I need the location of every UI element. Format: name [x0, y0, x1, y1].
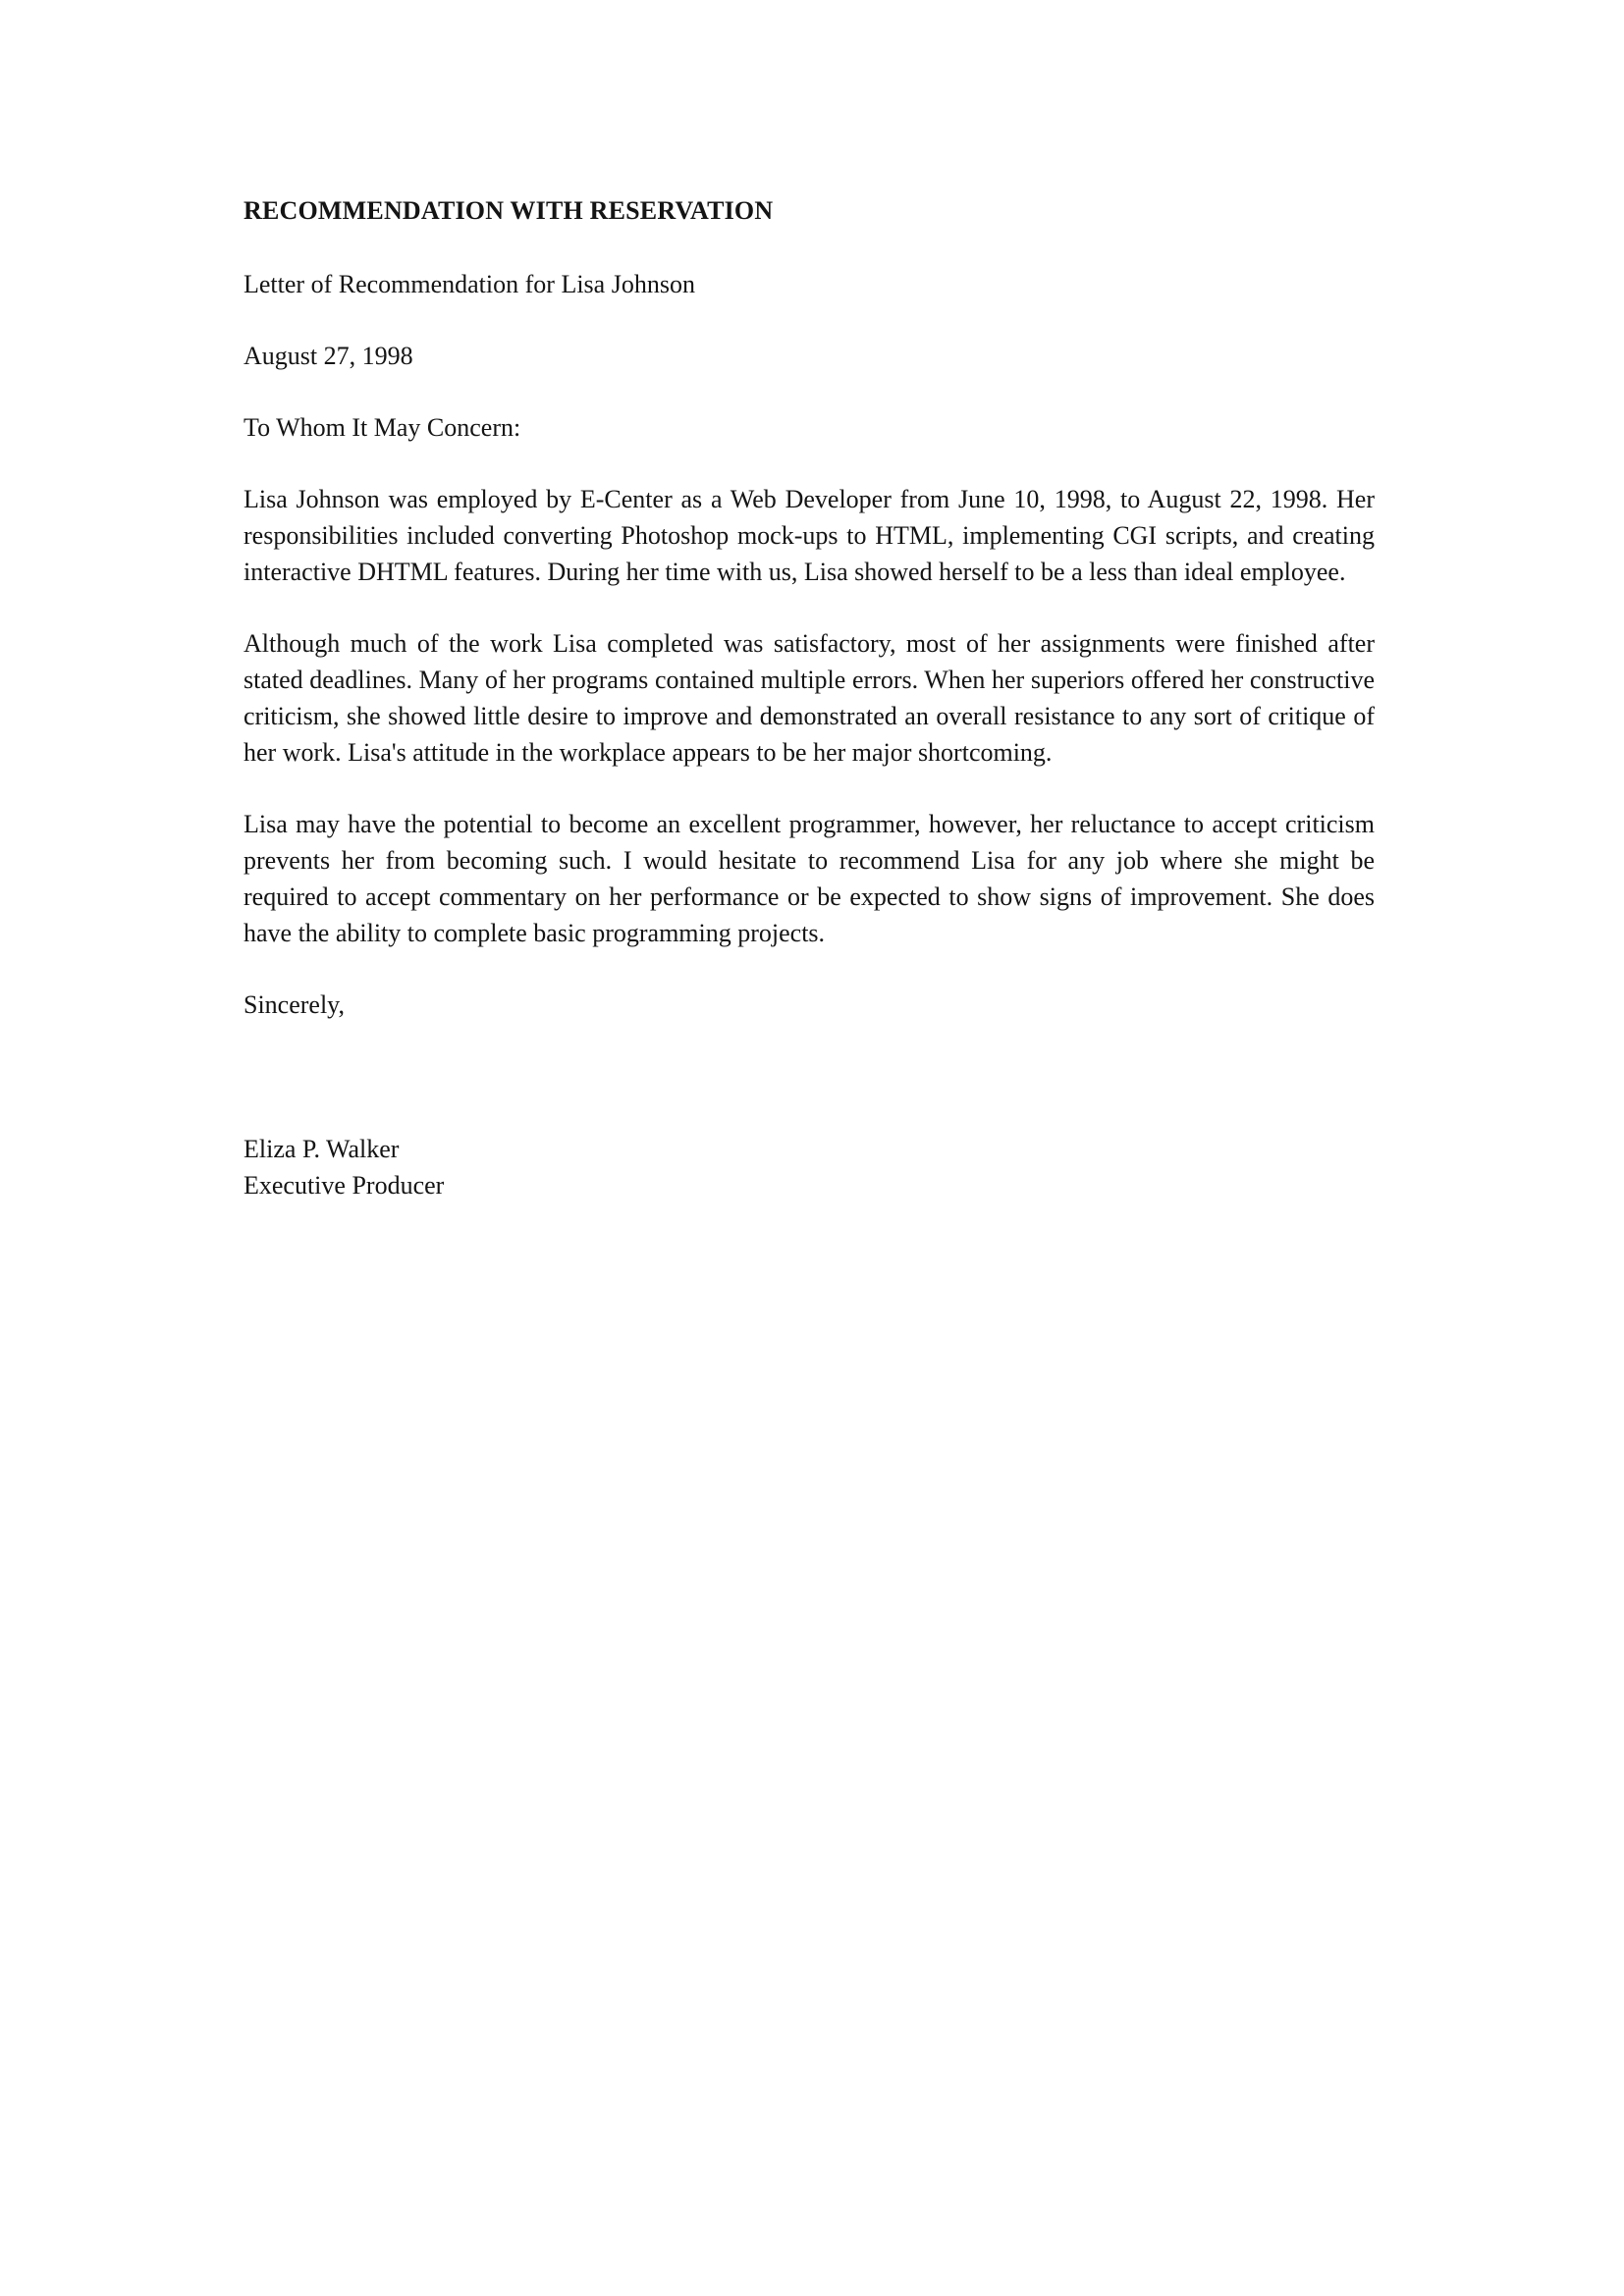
- title-spacer: [244, 229, 1375, 266]
- spacer-after-paragraph-2: [244, 771, 1375, 806]
- closing-salutation: Sincerely,: [244, 990, 345, 1019]
- body-paragraph-2: Although much of the work Lisa completed was satisfactory, most of her assignments were finished after stated deadlines. Many of her programs contained multiple errors. When her superiors offered her constructive criticism, she showed little desire to improve and demonstrated an overall resistance to any sort of critique of her work. Lisa's attitude in the workplace appears to be her major shortcoming.: [244, 629, 1375, 767]
- body-paragraph-3: Lisa may have the potential to become an excellent programmer, however, her reluctance to accept criticism prevents her from becoming such. I would hesitate to recommend Lisa for any job where she might be required to accept commentary on her performance or be expected to show signs of improvement. She does have the ability to complete basic programming projects.: [244, 810, 1375, 947]
- signatory-job-title: Executive Producer: [244, 1171, 445, 1200]
- subject-line: Letter of Recommendation for Lisa Johnson: [244, 270, 695, 298]
- spacer-after-date: [244, 374, 1375, 409]
- letter-body: [244, 192, 1375, 1203]
- signature-space: [244, 1023, 1375, 1131]
- spacer-after-paragraph-1: [244, 590, 1375, 625]
- document-title: RECOMMENDATION WITH RESERVATION: [244, 196, 774, 225]
- signatory-name: Eliza P. Walker: [244, 1135, 400, 1163]
- spacer-after-paragraph-3: [244, 951, 1375, 987]
- spacer-after-salutation: [244, 446, 1375, 481]
- salutation: To Whom It May Concern:: [244, 413, 521, 442]
- body-paragraph-1: Lisa Johnson was employed by E-Center as a Web Developer from June 10, 1998, to August 22, 1998. Her responsibilities included converting Photoshop mock-ups to HTML, implementing CGI scripts, and creating interactive DHTML features. During her time with us, Lisa showed herself to be a less than ideal employee.: [244, 485, 1375, 586]
- letter-date: August 27, 1998: [244, 342, 413, 370]
- spacer-after-subject: [244, 302, 1375, 338]
